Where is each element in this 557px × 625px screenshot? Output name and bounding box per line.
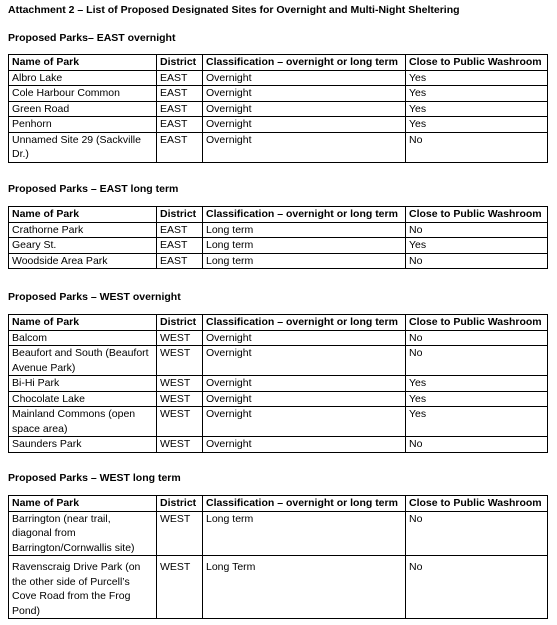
classification: Overnight xyxy=(203,437,406,453)
district: EAST xyxy=(157,101,203,117)
table-row xyxy=(9,86,548,102)
park-name: Mainland Commons (open space area) xyxy=(9,407,157,437)
table-row xyxy=(9,70,548,86)
park-name: Penhorn xyxy=(9,117,157,133)
col-header-classification: Classification – overnight or long term xyxy=(203,207,406,223)
washroom: No xyxy=(406,346,548,376)
classification: Overnight xyxy=(203,86,406,102)
washroom: Yes xyxy=(406,238,548,254)
district: EAST xyxy=(157,253,203,269)
washroom: No xyxy=(406,222,548,238)
park-name: Ravenscraig Drive Park (on the other side of Purcell’s Cove Road from the Frog Pond) xyxy=(9,556,157,619)
park-name: Woodside Area Park xyxy=(9,253,157,269)
park-name: Unnamed Site 29 (Sackville Dr.) xyxy=(9,132,157,162)
table-row xyxy=(9,376,548,392)
classification: Long term xyxy=(203,222,406,238)
washroom: No xyxy=(406,132,548,162)
table-east-overnight xyxy=(8,54,548,163)
park-name: Albro Lake xyxy=(9,70,157,86)
table-row xyxy=(9,101,548,117)
col-header-district: District xyxy=(157,496,203,512)
table-row xyxy=(9,117,548,133)
classification: Overnight xyxy=(203,407,406,437)
table-header-row xyxy=(9,315,548,331)
district: WEST xyxy=(157,556,203,619)
park-name: Crathorne Park xyxy=(9,222,157,238)
washroom: Yes xyxy=(406,86,548,102)
classification: Long term xyxy=(203,511,406,556)
district: EAST xyxy=(157,238,203,254)
classification: Overnight xyxy=(203,132,406,162)
table-header-row xyxy=(9,55,548,71)
washroom: Yes xyxy=(406,391,548,407)
district: EAST xyxy=(157,86,203,102)
col-header-district: District xyxy=(157,207,203,223)
col-header-classification: Classification – overnight or long term xyxy=(203,55,406,71)
table-west-long-term xyxy=(8,495,548,619)
park-name: Saunders Park xyxy=(9,437,157,453)
park-name: Beaufort and South (Beaufort Avenue Park) xyxy=(9,346,157,376)
table-header-row xyxy=(9,496,548,512)
table-row xyxy=(9,556,548,619)
classification: Overnight xyxy=(203,346,406,376)
table-row xyxy=(9,330,548,346)
table-row xyxy=(9,407,548,437)
washroom: No xyxy=(406,556,548,619)
washroom: Yes xyxy=(406,117,548,133)
table-row xyxy=(9,437,548,453)
district: WEST xyxy=(157,346,203,376)
table-row xyxy=(9,253,548,269)
table-row xyxy=(9,132,548,162)
washroom: Yes xyxy=(406,407,548,437)
classification: Overnight xyxy=(203,376,406,392)
park-name: Geary St. xyxy=(9,238,157,254)
washroom: Yes xyxy=(406,376,548,392)
classification: Long Term xyxy=(203,556,406,619)
washroom: Yes xyxy=(406,101,548,117)
district: EAST xyxy=(157,70,203,86)
district: WEST xyxy=(157,437,203,453)
table-row xyxy=(9,346,548,376)
document-title: Attachment 2 – List of Proposed Designated Sites for Overnight and Multi-Night Sheltering xyxy=(8,4,460,16)
col-header-classification: Classification – overnight or long term xyxy=(203,496,406,512)
table-row xyxy=(9,511,548,556)
col-header-name: Name of Park xyxy=(9,207,157,223)
classification: Overnight xyxy=(203,70,406,86)
col-header-district: District xyxy=(157,315,203,331)
col-header-name: Name of Park xyxy=(9,55,157,71)
washroom: Yes xyxy=(406,70,548,86)
col-header-washroom: Close to Public Washroom xyxy=(406,55,548,71)
classification: Overnight xyxy=(203,330,406,346)
classification: Overnight xyxy=(203,117,406,133)
district: EAST xyxy=(157,222,203,238)
park-name: Barrington (near trail, diagonal from Barrington/Cornwallis site) xyxy=(9,511,157,556)
col-header-washroom: Close to Public Washroom xyxy=(406,496,548,512)
district: EAST xyxy=(157,117,203,133)
table-header-row xyxy=(9,207,548,223)
classification: Overnight xyxy=(203,391,406,407)
district: WEST xyxy=(157,407,203,437)
park-name: Balcom xyxy=(9,330,157,346)
park-name: Chocolate Lake xyxy=(9,391,157,407)
col-header-name: Name of Park xyxy=(9,496,157,512)
park-name: Green Road xyxy=(9,101,157,117)
col-header-washroom: Close to Public Washroom xyxy=(406,315,548,331)
classification: Long term xyxy=(203,253,406,269)
col-header-name: Name of Park xyxy=(9,315,157,331)
washroom: No xyxy=(406,511,548,556)
col-header-classification: Classification – overnight or long term xyxy=(203,315,406,331)
park-name: Bi-Hi Park xyxy=(9,376,157,392)
classification: Long term xyxy=(203,238,406,254)
section-heading-east-overnight: Proposed Parks– EAST overnight xyxy=(8,32,176,44)
washroom: No xyxy=(406,330,548,346)
table-east-long-term xyxy=(8,206,548,269)
section-heading-west-overnight: Proposed Parks – WEST overnight xyxy=(8,291,181,303)
col-header-washroom: Close to Public Washroom xyxy=(406,207,548,223)
park-name: Cole Harbour Common xyxy=(9,86,157,102)
section-heading-east-long-term: Proposed Parks – EAST long term xyxy=(8,183,179,195)
washroom: No xyxy=(406,437,548,453)
district: WEST xyxy=(157,391,203,407)
section-heading-west-long-term: Proposed Parks – WEST long term xyxy=(8,472,181,484)
table-row xyxy=(9,391,548,407)
district: WEST xyxy=(157,330,203,346)
table-row xyxy=(9,222,548,238)
table-row xyxy=(9,238,548,254)
district: WEST xyxy=(157,511,203,556)
washroom: No xyxy=(406,253,548,269)
district: WEST xyxy=(157,376,203,392)
classification: Overnight xyxy=(203,101,406,117)
district: EAST xyxy=(157,132,203,162)
table-west-overnight xyxy=(8,314,548,453)
col-header-district: District xyxy=(157,55,203,71)
